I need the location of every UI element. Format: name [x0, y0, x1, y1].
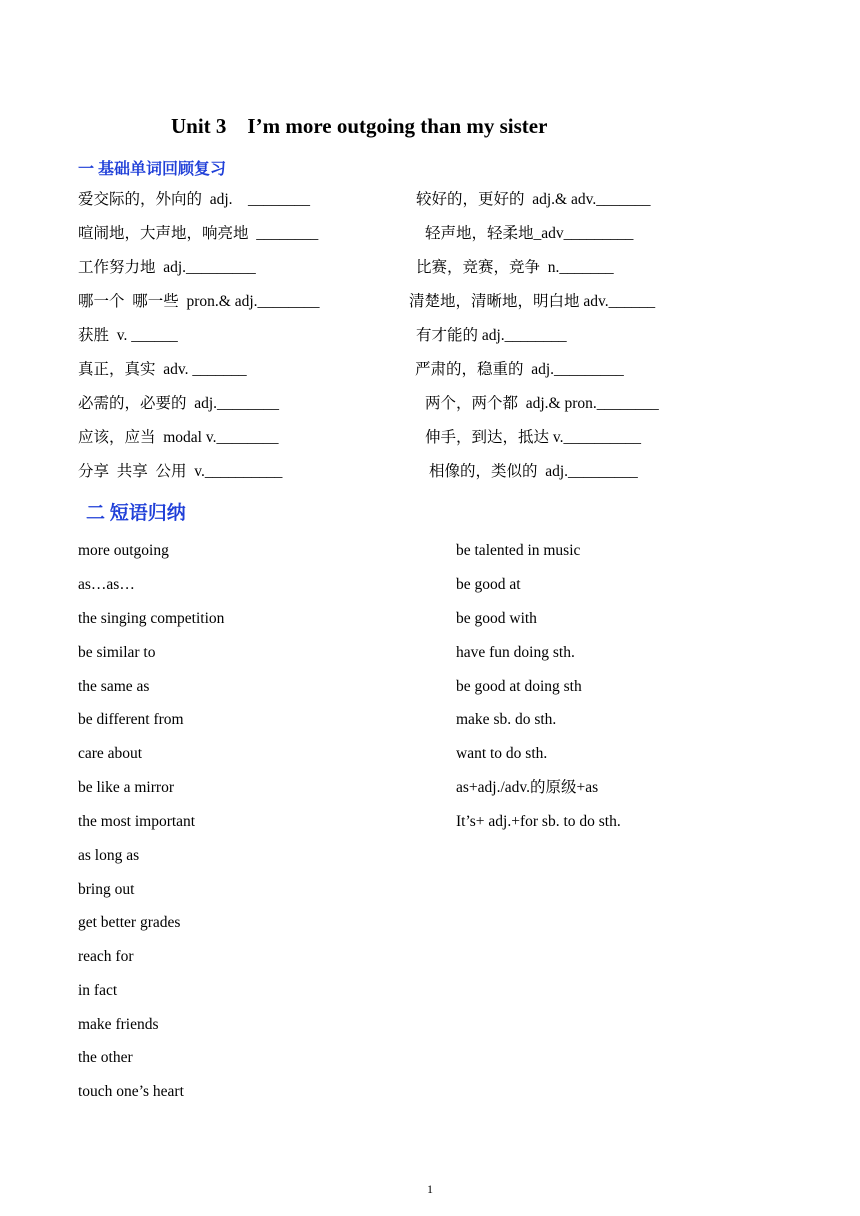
vocab-item: 分享 共享 公用 v.__________ — [78, 463, 283, 480]
phrase-item: be talented in music — [456, 542, 581, 559]
phrase-item: have fun doing sth. — [456, 644, 575, 661]
phrase-item: the other — [78, 1049, 133, 1066]
phrase-item: be different from — [78, 711, 184, 728]
vocab-item: 比赛，竞赛，竞争 n._______ — [416, 259, 614, 276]
vocab-item: 两个，两个都 adj.& pron.________ — [425, 395, 659, 412]
vocab-item: 爱交际的，外向的 adj. ________ — [78, 191, 311, 208]
phrase-item: as long as — [78, 847, 140, 864]
phrase-item: be similar to — [78, 644, 156, 661]
phrase-item: the most important — [78, 813, 196, 830]
vocab-item: 哪一个 哪一些 pron.& adj.________ — [78, 293, 320, 310]
phrase-item: care about — [78, 745, 143, 762]
phrase-item: bring out — [78, 881, 135, 898]
phrase-item: more outgoing — [78, 542, 169, 559]
vocab-item: 清楚地，清晰地，明白地 adv.______ — [409, 293, 656, 310]
phrase-item: as…as… — [78, 576, 135, 593]
vocab-item: 必需的，必要的 adj.________ — [78, 395, 280, 412]
vocab-item: 工作努力地 adj._________ — [78, 259, 256, 276]
page-title: Unit 3 I’m more outgoing than my sister — [171, 114, 548, 138]
vocab-item: 有才能的 adj.________ — [416, 327, 567, 344]
phrase-item: be good at — [456, 576, 521, 593]
phrase-item: be good at doing sth — [456, 678, 582, 695]
phrase-item: It’s+ adj.+for sb. to do sth. — [456, 813, 621, 830]
phrase-item: as+adj./adv.的原级+as — [456, 779, 599, 796]
section-heading-vocabulary: 一 基础单词回顾复习 — [78, 161, 227, 178]
vocab-item: 获胜 v. ______ — [78, 327, 178, 344]
vocab-item: 喧闹地，大声地，响亮地 ________ — [78, 225, 319, 242]
phrase-item: be like a mirror — [78, 779, 174, 796]
phrase-item: in fact — [78, 982, 118, 999]
phrase-item: make sb. do sth. — [456, 711, 557, 728]
vocab-item: 严肃的，稳重的 adj._________ — [415, 361, 624, 378]
vocab-item: 相像的，类似的 adj._________ — [429, 463, 638, 480]
phrase-item: the singing competition — [78, 610, 225, 627]
phrase-item: touch one’s heart — [78, 1083, 184, 1100]
phrase-item: get better grades — [78, 914, 181, 931]
page-number: 1 — [427, 1182, 433, 1196]
vocab-item: 真正，真实 adv. _______ — [78, 361, 247, 378]
phrase-item: make friends — [78, 1016, 159, 1033]
phrase-item: be good with — [456, 610, 537, 627]
vocab-item: 应该，应当 modal v.________ — [78, 429, 279, 446]
phrase-item: want to do sth. — [456, 745, 548, 762]
vocab-item: 伸手，到达，抵达 v.__________ — [425, 429, 641, 446]
phrase-item: reach for — [78, 948, 134, 965]
vocab-item: 轻声地，轻柔地_adv_________ — [425, 225, 634, 242]
section-heading-phrases: 二 短语归纳 — [86, 503, 186, 524]
vocab-item: 较好的，更好的 adj.& adv._______ — [416, 191, 651, 208]
phrase-item: the same as — [78, 678, 150, 695]
